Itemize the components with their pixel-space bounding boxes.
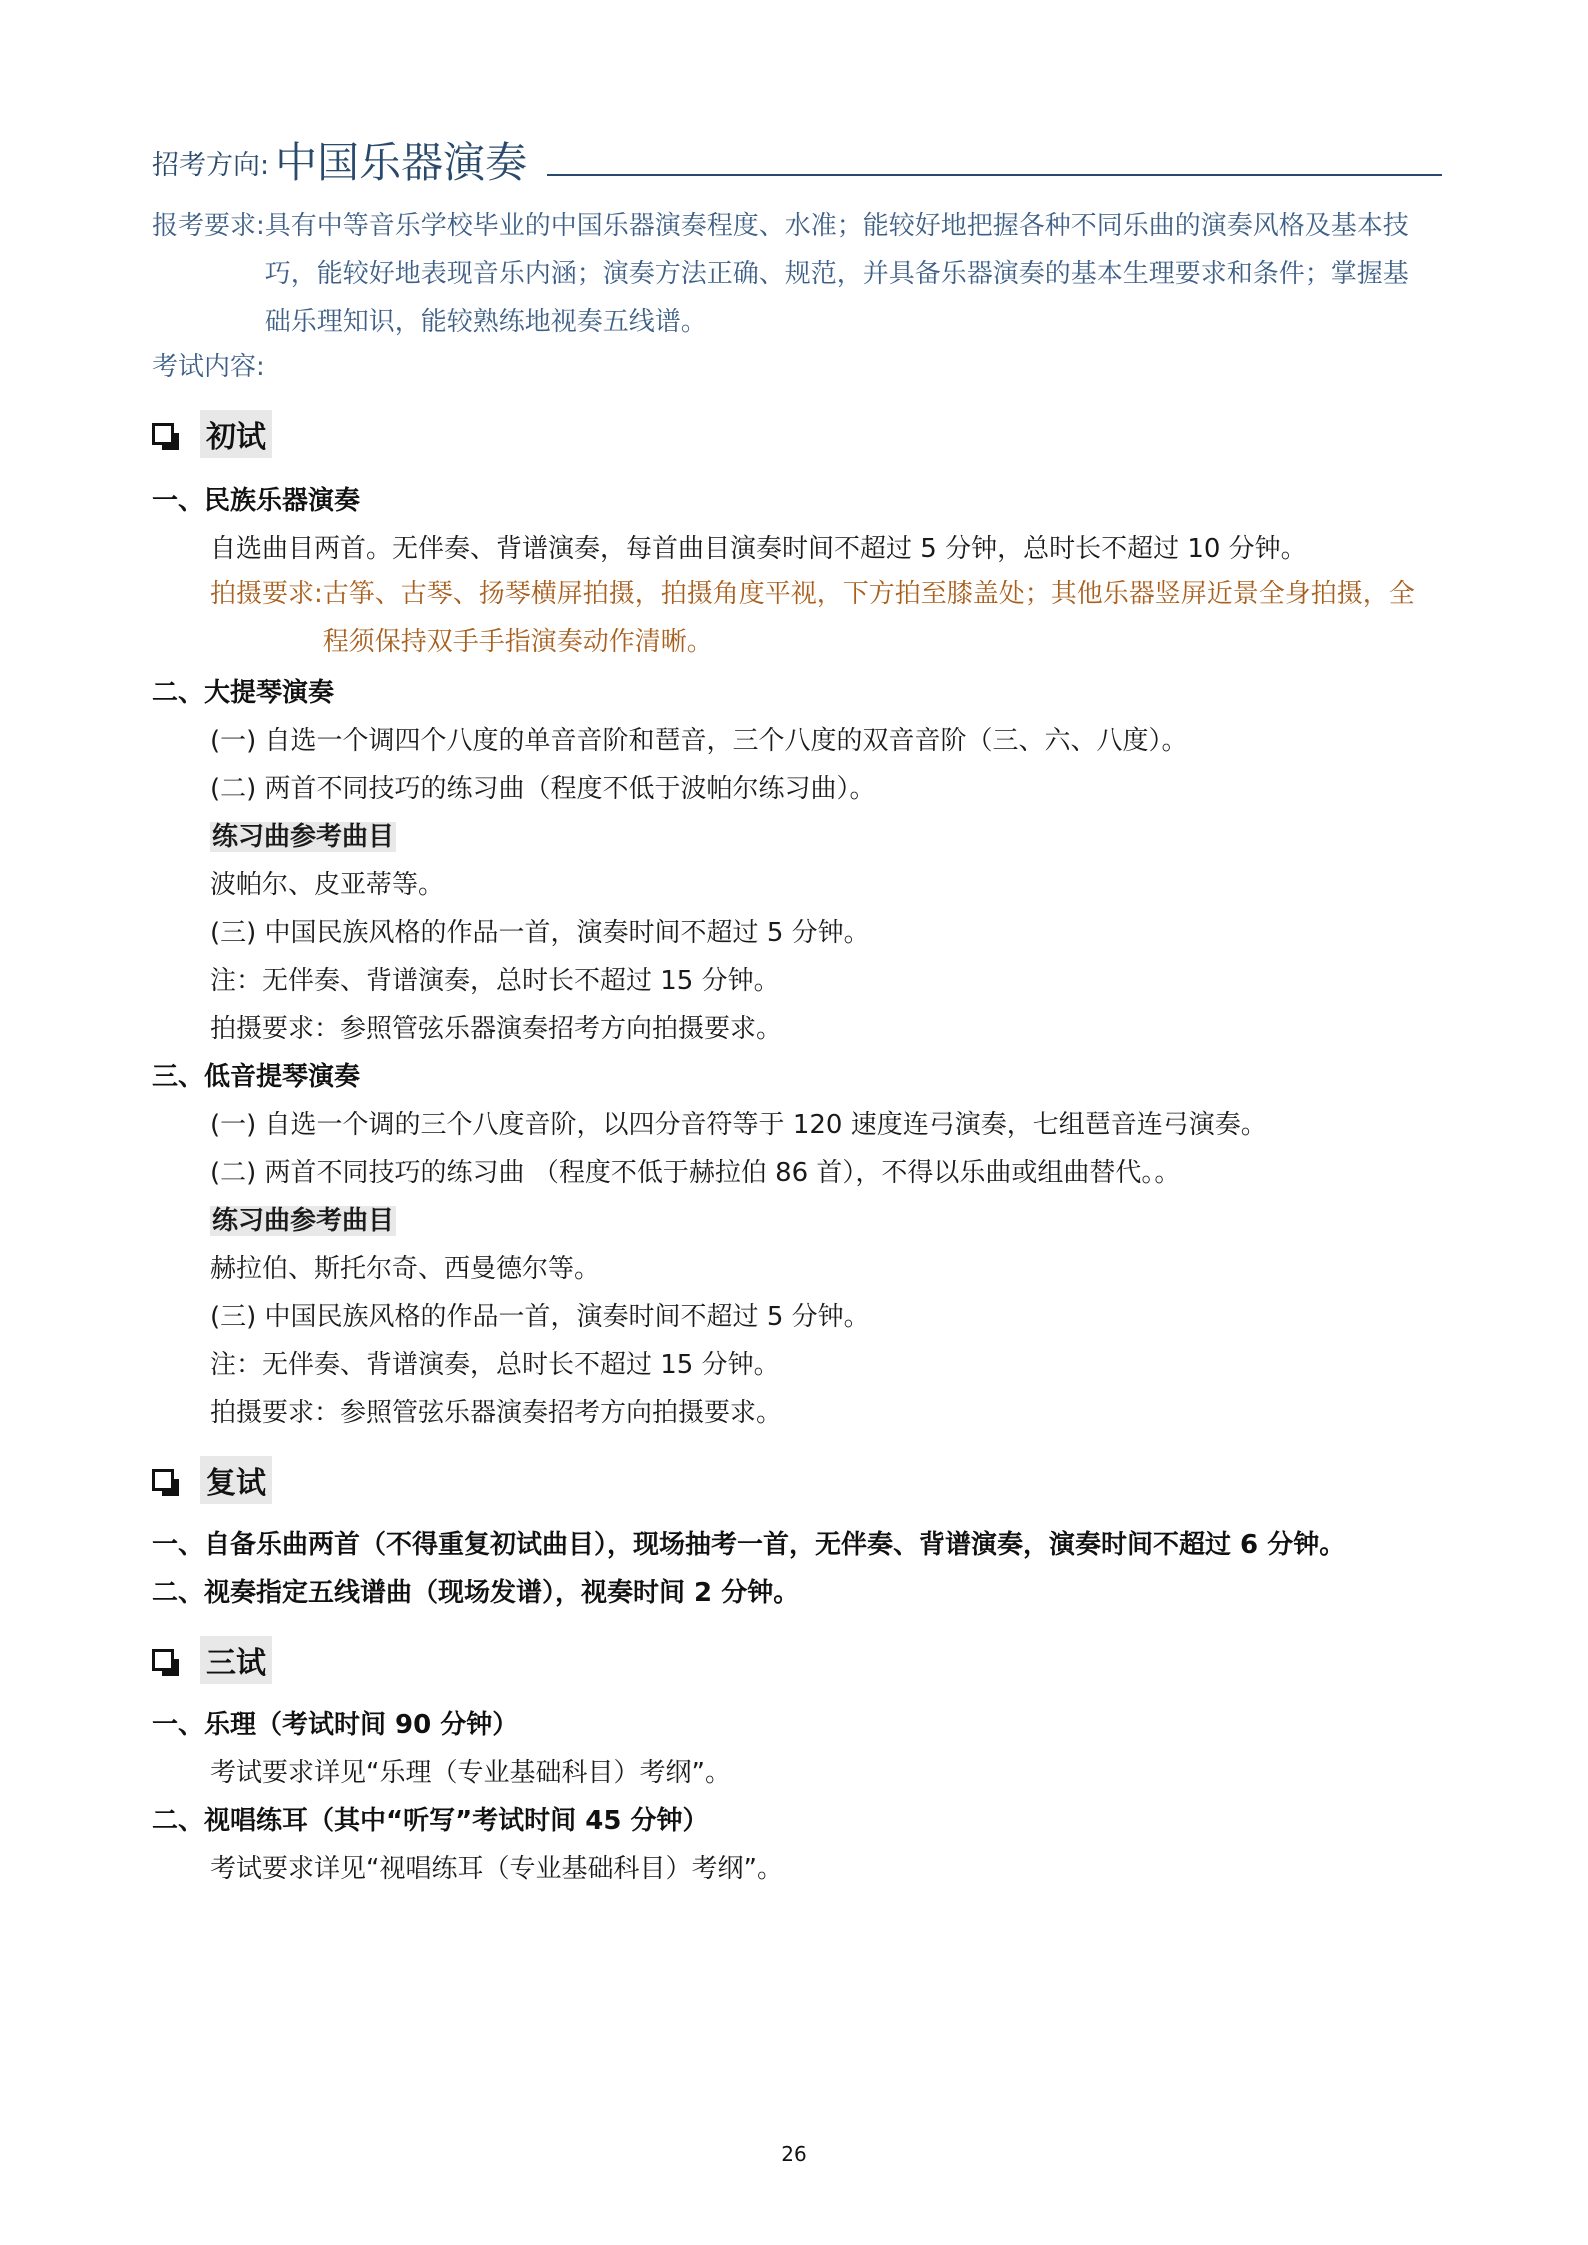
item-line: (二) 两首不同技巧的练习曲 （程度不低于赫拉伯 86 首），不得以乐曲或组曲替代。。	[210, 1158, 1181, 1188]
shooting-requirements: 拍摄要求：参照管弦乐器演奏招考方向拍摄要求。	[210, 1014, 783, 1044]
item-text: 考试要求详见“乐理（专业基础科目）考纲”。	[210, 1758, 731, 1788]
title-divider	[547, 174, 1442, 176]
requirements-label: 报考要求:	[152, 211, 265, 241]
reference-text: 波帕尔、皮亚蒂等。	[210, 870, 445, 900]
shooting-label: 拍摄要求:	[210, 579, 323, 609]
checkbox-square-icon	[152, 1469, 174, 1491]
item-text: 自选曲目两首。无伴奏、背谱演奏，每首曲目演奏时间不超过 5 分钟，总时长不超过 10 分钟。	[210, 534, 1307, 564]
checkbox-square-icon	[152, 423, 174, 445]
item-heading: 二、视唱练耳（其中“听写”考试时间 45 分钟）	[152, 1806, 709, 1836]
item-heading: 一、自备乐曲两首（不得重复初试曲目），现场抽考一首，无伴奏、背谱演奏，演奏时间不超过 6 分钟。	[152, 1530, 1346, 1560]
shooting-requirements: 拍摄要求：参照管弦乐器演奏招考方向拍摄要求。	[210, 1398, 783, 1428]
requirements-block	[152, 202, 1452, 346]
item-line: (二) 两首不同技巧的练习曲（程度不低于波帕尔练习曲）。	[210, 774, 876, 804]
item-heading: 二、视奏指定五线谱曲（现场发谱），视奏时间 2 分钟。	[152, 1578, 800, 1608]
item-text: 考试要求详见“视唱练耳（专业基础科目）考纲”。	[210, 1854, 783, 1884]
item-heading: 二、大提琴演奏	[152, 678, 335, 708]
requirements-text: 具有中等音乐学校毕业的中国乐器演奏程度、水准；能较好地把握各种不同乐曲的演奏风格及基本技巧，能较好地表现音乐内涵；演奏方法正确、规范，并具备乐器演奏的基本生理要求和条件；掌握基础乐理知识，能较熟练地视奏五线谱。	[264, 211, 1409, 337]
item-line: (三) 中国民族风格的作品一首，演奏时间不超过 5 分钟。	[210, 1302, 870, 1332]
item-note: 注：无伴奏、背谱演奏，总时长不超过 15 分钟。	[210, 1350, 780, 1380]
reference-title	[210, 1204, 396, 1238]
item-heading: 一、乐理（考试时间 90 分钟）	[152, 1710, 519, 1740]
section-title: 初试	[200, 410, 272, 458]
section-round1	[152, 410, 272, 458]
section-round2	[152, 1456, 272, 1504]
page-number: 26	[781, 2142, 807, 2166]
page-title-row	[152, 128, 1442, 190]
item-line: (三) 中国民族风格的作品一首，演奏时间不超过 5 分钟。	[210, 918, 870, 948]
page-title: 中国乐器演奏	[275, 138, 528, 187]
checkbox-square-icon	[152, 1649, 174, 1671]
item-line: (一) 自选一个调四个八度的单音音阶和琶音，三个八度的双音音阶（三、六、八度）。	[210, 726, 1188, 756]
reference-title	[210, 820, 396, 854]
reference-title-text: 练习曲参考曲目	[212, 1206, 395, 1236]
section-title: 复试	[200, 1456, 272, 1504]
item-heading: 三、低音提琴演奏	[152, 1062, 361, 1092]
section-round3	[152, 1636, 272, 1684]
exam-content-label: 考试内容:	[152, 352, 265, 382]
shooting-text: 古筝、古琴、扬琴横屏拍摄，拍摄角度平视，下方拍至膝盖处；其他乐器竖屏近景全身拍摄，全程须保持双手手指演奏动作清晰。	[322, 579, 1415, 657]
item-line: (一) 自选一个调的三个八度音阶，以四分音符等于 120 速度连弓演奏，七组琶音连弓演奏。	[210, 1110, 1267, 1140]
item-heading: 一、民族乐器演奏	[152, 486, 361, 516]
reference-title-text: 练习曲参考曲目	[212, 822, 395, 852]
reference-text: 赫拉伯、斯托尔奇、西曼德尔等。	[210, 1254, 601, 1284]
item-note: 注：无伴奏、背谱演奏，总时长不超过 15 分钟。	[210, 966, 780, 996]
shooting-requirements	[210, 570, 1450, 666]
title-label: 招考方向:	[152, 150, 270, 181]
section-title: 三试	[200, 1636, 272, 1684]
